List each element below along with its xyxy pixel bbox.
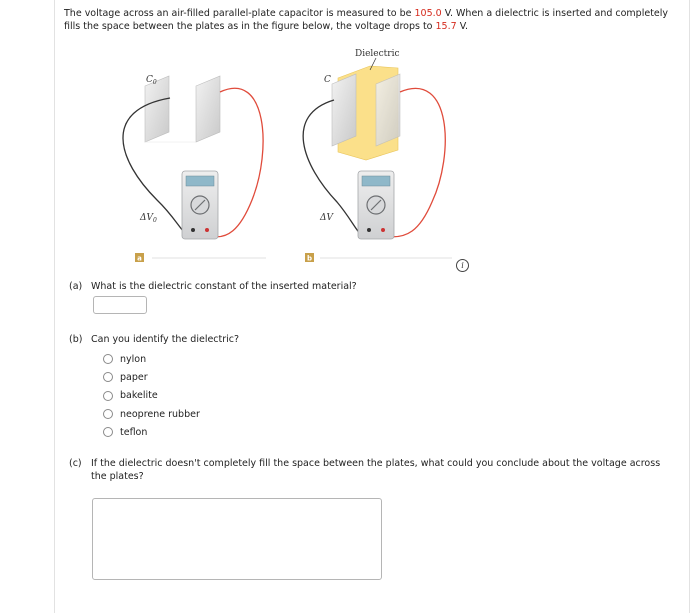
part-c-label: (c) xyxy=(69,458,82,469)
radio-circle[interactable] xyxy=(103,354,113,364)
multimeter-right xyxy=(358,171,394,239)
radio-circle[interactable] xyxy=(103,391,113,401)
panel-a-label: a xyxy=(137,254,142,263)
part-b-label: (b) xyxy=(69,334,83,345)
radio-circle[interactable] xyxy=(103,372,113,382)
option-paper[interactable] xyxy=(103,368,200,386)
info-icon[interactable]: i xyxy=(456,259,469,272)
label-dv0: $\Delta V_0$ xyxy=(140,213,157,224)
option-neoprene-rubber[interactable] xyxy=(103,405,200,423)
label-c: C xyxy=(324,75,331,85)
radio-circle[interactable] xyxy=(103,427,113,437)
intro-text-2: V. When a dielectric is inserted and completely fills the space between the plates as in the figure below, the voltage drops to xyxy=(64,8,669,32)
part-c-answer-textarea[interactable] xyxy=(92,498,382,580)
option-label: teflon xyxy=(120,426,148,438)
intro-text-3: V. xyxy=(456,21,468,32)
capacitor-c xyxy=(332,66,400,160)
option-label: paper xyxy=(120,371,148,383)
part-a-text: What is the dielectric constant of the inserted material? xyxy=(91,281,357,292)
option-bakelite[interactable] xyxy=(103,387,200,405)
part-c-text: If the dielectric doesn't completely fill the space between the plates, what could you conclude about the voltage across the plates? xyxy=(91,458,661,482)
part-a-question xyxy=(69,280,357,293)
label-c0: $C_0$ xyxy=(146,75,157,86)
content-frame-right-border xyxy=(689,0,690,613)
option-label: nylon xyxy=(120,353,147,365)
label-dielectric: Dielectric xyxy=(355,49,400,59)
capacitor-figure xyxy=(62,40,482,275)
dielectric-options xyxy=(103,350,200,441)
part-b-text: Can you identify the dielectric? xyxy=(91,334,240,345)
multimeter-left xyxy=(182,171,218,239)
final-voltage-value: 15.7 xyxy=(435,21,457,32)
panel-b-label: b xyxy=(306,254,313,263)
dielectric-constant-input[interactable] xyxy=(93,296,147,314)
option-teflon[interactable] xyxy=(103,423,200,441)
option-label: bakelite xyxy=(120,390,158,402)
content-frame-left-border xyxy=(54,0,55,613)
part-a-label: (a) xyxy=(69,281,83,292)
option-nylon[interactable] xyxy=(103,350,200,368)
part-c-question xyxy=(69,457,674,483)
problem-statement xyxy=(64,7,684,33)
part-b-question xyxy=(69,333,239,346)
option-label: neoprene rubber xyxy=(120,408,200,420)
intro-text-1: The voltage across an air-filled parallel-plate capacitor is measured to be xyxy=(64,8,415,19)
radio-circle[interactable] xyxy=(103,409,113,419)
initial-voltage-value: 105.0 xyxy=(414,8,442,19)
label-dv: ΔV xyxy=(320,213,333,223)
